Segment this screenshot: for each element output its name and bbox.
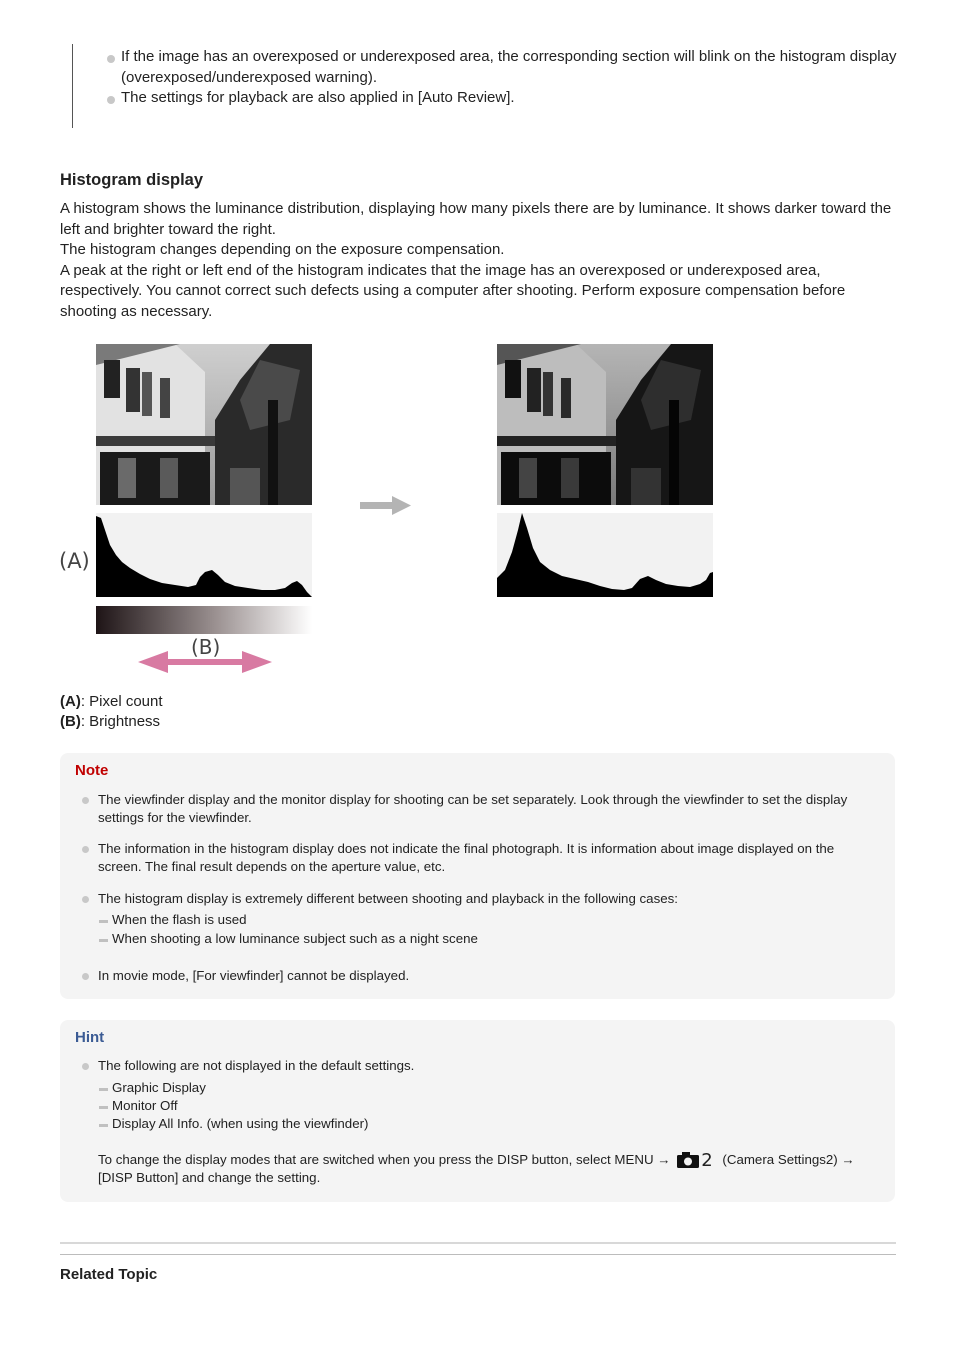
hint-title: Hint <box>75 1029 105 1046</box>
divider <box>60 1242 896 1244</box>
note-subitem-text: When shooting a low luminance subject such as a night scene <box>112 931 478 946</box>
legend-text: : Pixel count <box>80 693 163 710</box>
dash-icon <box>99 1088 108 1091</box>
label-a: (A) <box>59 549 90 573</box>
note-title: Note <box>75 762 109 779</box>
note-subitem <box>112 931 478 946</box>
camera-settings-number: 2 <box>701 1150 713 1171</box>
related-topic-heading: Related Topic <box>60 1266 158 1283</box>
instruction-text: (Camera Settings2) → <box>722 1152 855 1167</box>
paragraph: The histogram changes depending on the exposure compensation. <box>60 241 505 259</box>
legend-b <box>60 713 160 730</box>
note-item <box>98 890 878 908</box>
legend-a <box>60 693 163 710</box>
hint-box <box>60 1020 895 1202</box>
hint-subitem-text: Monitor Off <box>112 1098 178 1113</box>
bullet-icon <box>82 973 89 980</box>
note-box <box>60 753 895 999</box>
bullet-icon <box>82 1063 89 1070</box>
instruction-text: To change the display modes that are switched when you press the DISP button, select MENU → <box>98 1152 671 1167</box>
label-b: (B) <box>191 635 221 659</box>
paragraph: A peak at the right or left end of the histogram indicates that the image has an overexposed or underexposed area, respectively. You cannot correct such defects using a computer after shooting. Perform exposure compensation before shooting as necessary. <box>60 261 846 320</box>
note-item <box>98 791 878 827</box>
dash-icon <box>99 920 108 923</box>
section-heading: Histogram display <box>60 171 204 189</box>
legend-text: : Brightness <box>80 713 161 730</box>
legend-key: (B) <box>60 713 81 730</box>
bullet-icon <box>82 896 89 903</box>
hint-subitem <box>112 1098 178 1113</box>
hint-subitem-text: Display All Info. (when using the viewfinder) <box>112 1116 369 1131</box>
dash-icon <box>99 939 108 942</box>
hint-subitem <box>112 1080 206 1095</box>
note-item-text: The histogram display is extremely different between shooting and playback in the following cases: <box>98 891 678 906</box>
photo-darker <box>497 344 713 505</box>
hint-item <box>98 1057 878 1075</box>
divider <box>60 1254 896 1255</box>
list-item-text: If the image has an overexposed or underexposed area, the corresponding section will blink on the histogram display (overexposed/underexposed warning). <box>121 48 897 86</box>
note-item <box>98 967 878 985</box>
note-subitem-text: When the flash is used <box>112 912 247 927</box>
hint-instruction-line2: [DISP Button] and change the setting. <box>98 1170 321 1185</box>
dash-icon <box>99 1106 108 1109</box>
brightness-gradient-bar <box>96 606 312 634</box>
note-item-text: The viewfinder display and the monitor display for shooting can be set separately. Look through the viewfinder to set the display settings for the viewfinder. <box>98 792 848 825</box>
arrow-right-icon <box>360 496 411 515</box>
hint-subitem-text: Graphic Display <box>112 1080 206 1095</box>
note-subitem <box>112 912 247 927</box>
note-item-text: The information in the histogram display does not indicate the final photograph. It is information about image displayed on the screen. The final result depends on the aperture value, etc. <box>98 841 835 874</box>
legend-key: (A) <box>60 693 81 710</box>
hint-item-text: The following are not displayed in the default settings. <box>98 1058 415 1073</box>
note-item <box>98 840 878 876</box>
hint-subitem <box>112 1116 368 1131</box>
bullet-icon <box>82 846 89 853</box>
note-item-text: In movie mode, [For viewfinder] cannot be displayed. <box>98 968 410 983</box>
photo-normal <box>96 344 312 505</box>
paragraph: A histogram shows the luminance distribution, displaying how many pixels there are by luminance. It shows darker toward the left and brighter toward the right. <box>60 200 892 238</box>
list-item-text: The settings for playback are also applied in [Auto Review]. <box>121 89 515 106</box>
dash-icon <box>99 1124 108 1127</box>
bullet-icon <box>82 797 89 804</box>
